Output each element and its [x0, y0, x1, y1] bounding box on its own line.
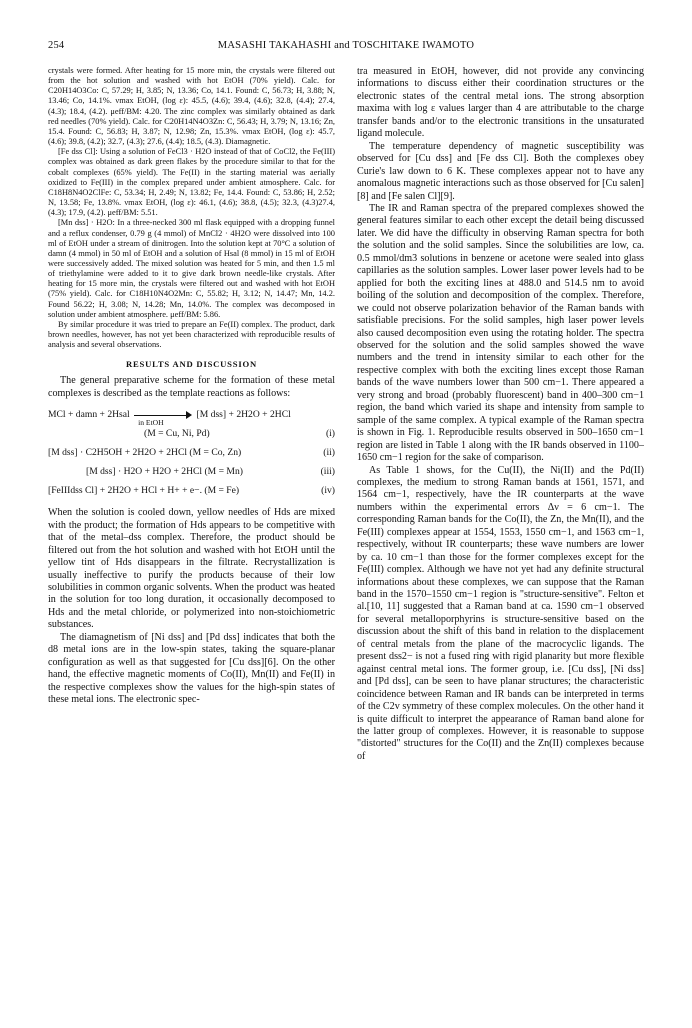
- experimental-paragraph: [Fe dss Cl]: Using a solution of FeCl3 · H2O instead of that of CoCl2, the Fe(III) complex was obtained as dark green flakes by the procedure similar to that for the cobalt complexes (65% yield). The Fe(II) in the starting material was aerially oxidized to Fe(III) in the complex prepared under ambient atmosphere. Calc. for C18H8N4O2ClFe: C, 53.34; H, 2.49; N, 13.82; Fe, 14.4. Found: C, 53.86; H, 2.52; N, 13.58; Fe, 13.8%. νmax EtOH, (log ε): 46.1, (4.6); 38.8, (4.5); 32.3, (4.3)27.4, (4.3); 17.9, (4.2). μeff/BM: 5.51.: [48, 147, 335, 218]
- body-paragraph: The IR and Raman spectra of the prepared complexes showed the general features similar to each other except the detail being discussed later. We did have the difficulty in observing Raman spectra for both the solution and the solid samples. Since the solubilities are low, ca. 0.5 mmol/dm3 solutions in benzene or acetone were sealed into glass capillaries as the solution samples. Lower laser power levels had to be applied for both the exciting lines at 488.0 and 514.5 nm to avoid boiling of the solution and decomposition of the complex. Therefore, we could not observe polarization behavior of the Raman bands with satisfiable precisions. For the solid samples, high laser power levels also caused decomposition even using the rotating holder. The spectra observed for the solution and the solid samples showed the wave numbers and the trend in intensity similar to each other for the respective complex with both the exciting lines except those Raman bands of the wave numbers lower than 500 cm−1. There appeared a very strong and broad (probably fluorescent) band in 400–300 cm−1 region, the band which varied its shape and intensity from sample to sample of the same complex. A typical example of the Raman spectra is shown in Fig. 1. Reproducible results observed in 500–1650 cm−1 region are listed in Table 1 along with the IR bands observed in 1100–1650 cm−1 region for the sake of comparison.: [357, 202, 644, 464]
- experimental-paragraph: crystals were formed. After heating for 15 more min, the crystals were filtered out from the hot solution and washed with hot EtOH (70% yield). Calc. for C20H14O3Co: C, 57.29; H, 3.85; N, 13.36; Co, 14.1. Found: C, 56.73; H, 3.88; N, 13.46; Co, 14.1%. νmax EtOH, (log ε): 45.5, (4.6); 39.4, (4.6); 32.8, (4.4); 27.4, (4.3); 18.4, (4.2). μeff/BM: 4.20. The zinc complex was similarly obtained as dark red needles (70% yield). Calc. for C20H14N4O3Zn: C, 56.43; H, 3.79; N, 13.16; Zn, 15.4. Found: C, 56.83; H, 3.87; N, 12.98; Zn, 15.3%. νmax EtOH, (log ε): 45.7, (4.6); 39.8, (4.2); 32.7, (4.3); 27.6, (4.4); 18.5, (4.3). Diamagnetic.: [48, 66, 335, 147]
- body-paragraph: tra measured in EtOH, however, did not provide any convincing informations to discuss either their coordination structures or the electronic states of the central metal ions. The strong absorption maxima with log ε values larger than 4 are attributable to the charge transfer bands and/or to the electronic transitions in the unsaturated ligand molecule.: [357, 66, 644, 140]
- body-paragraph: The temperature dependency of magnetic susceptibility was observed for [Cu dss] and [Fe dss Cl]. Both the complexes obey Curie's law down to 6 K. These complexes appear not to have any anomalous magnetic interactions such as those observed for [Cu salen][8] and [Fe salen Cl][9].: [357, 140, 644, 202]
- section-heading: RESULTS AND DISCUSSION: [126, 359, 257, 370]
- right-column: [357, 66, 644, 1016]
- body-paragraph: As Table 1 shows, for the Cu(II), the Ni(II) and the Pd(II) complexes, the medium to strong Raman bands at 1561, 1571, and 1564 cm−1, respectively, have the IR counterparts at the wave numbers within the experimental errors Δν = 6 cm−1. The corresponding Raman bands for the Co(II), the Zn, the Mn(II), and the Fe(III) complexes appear at 1554, 1553, 1550 cm−1, and 1563 cm−1, respectively, without IR counterparts; these wave numbers are lower by ca. 10 cm−1 than those for the former complexes except for the Fe(III) complex. Although we have not yet had any definite structural informations about these complexes, we can suppose that the Raman band in the 1570–1550 cm−1 region is "structure-sensitive". Felton et al.[10, 11] suggested that a Raman band at ca. 1590 cm−1 observed for several metalloporphyrins is structure-sensitive based on the discussion about the shift of this band in relation to the displacement of central metals from the plane of the macrocyclic ligands. The present dss2− is not a fused ring with rigid planarity but more flexible against central metal ions. The former group, i.e. [Cu dss], [Ni dss] and [Pd dss], can be seen to have planar structures; the characteristic coincidence between Raman and IR bands can be interpreted in terms of the C2v symmetry of these complex molecules. On the other hand it is quite difficult to interpret the appearance of Raman band alone for the latter group of complexes. However, it is reasonable to suppose "distorted" structures for the Co(II) and the Zn(II) complexes because of: [357, 464, 644, 762]
- running-header: [48, 40, 644, 56]
- body-paragraph: The general preparative scheme for the formation of these metal complexes is described as the template reactions as follows:: [48, 375, 335, 399]
- equation-2: [M dss] · C2H5OH + 2H2O + 2HCl (M = Co, Zn) (ii): [48, 447, 335, 459]
- equation-1-condition: in EtOH: [138, 418, 164, 428]
- experimental-paragraph: By similar procedure it was tried to prepare an Fe(II) complex. The product, dark brown needles, however, has not yet been characterized with reproducible results of analysis and several observations.: [48, 319, 335, 350]
- equation-1-lhs: MCl + damn + 2Hsal: [48, 409, 130, 421]
- equation-1: [48, 406, 335, 428]
- equation-1-metals: (M = Cu, Ni, Pd) (i): [144, 428, 335, 440]
- equation-1-tag: (i): [325, 428, 335, 440]
- running-title: MASASHI TAKAHASHI and TOSCHITAKE IWAMOTO: [217, 40, 475, 51]
- equation-1-rhs: [M dss] + 2H2O + 2HCl: [196, 409, 291, 421]
- equation-2-tag: (ii): [323, 447, 335, 459]
- experimental-section: [48, 66, 335, 350]
- body-paragraph: When the solution is cooled down, yellow needles of Hds are mixed with the product; the formation of Hds appears to be competitive with that of the metal–dss complex. Therefore, the product should be filtered out from the hot solution and washed with hot EtOH until the yellow tint of Hds disappears in the filtrate. Recrystallization is usually ineffective to purify the products because of their low solubilities in common organic solvents. When the product was heated in the solution for too long duration, it occasionally decomposed to Hds and the metal chloride, or polymerized into non-stoichiometric substances.: [48, 507, 335, 631]
- equation-3: [M dss] · H2O + H2O + 2HCl (M = Mn) (iii): [86, 466, 335, 478]
- left-column: [48, 66, 335, 1016]
- reaction-scheme: [48, 406, 335, 501]
- reaction-arrow-icon: [134, 410, 192, 428]
- equation-3-tag: (iii): [320, 466, 335, 478]
- equation-4-tag: (iv): [321, 485, 335, 497]
- equation-4: [FeIIIdss Cl] + 2H2O + HCl + H+ + e−. (M = Fe) (iv): [48, 485, 335, 497]
- experimental-paragraph: [Mn dss] · H2O: In a three-necked 300 ml flask equipped with a dropping funnel and a reflux condenser, 0.79 g (4 mmol) of MnCl2 · 4H2O were dissolved into 100 ml of EtOH under a stream of dinitrogen. Into the solution kept at 70°C a solution of damn (4 mmol) in 50 ml of EtOH and a solution of Hsal (8 mmol) in 15 ml of EtOH were successively added. The mixed solution was heated for 5 min, and then 1.5 ml of triethylamine were added to it to give dark brown needle-like crystals. After heating for 15 more min, the crystals were filtered out and washed with hot EtOH (75% yield). Calc. for C18H10N4O2Mn: C, 55.82; H, 3.12; N, 14.47; Mn, 14.2. Found 56.22; H, 3.08; N, 14.28; Mn, 14.0%. The complex was decomposed in solution under ambient atmosphere. μeff/BM: 5.86.: [48, 218, 335, 319]
- page-number: 254: [48, 40, 65, 51]
- body-paragraph: The diamagnetism of [Ni dss] and [Pd dss] indicates that both the d8 metal ions are in the low-spin states, taking the square-planar configuration as well as that suggested for [Cu dss][6]. On the other hand, the effective magnetic moments of Co(II), Mn(II) and Fe(II) in the respective complexes show the values for the high-spin states of these metal ions. The electronic spec-: [48, 631, 335, 706]
